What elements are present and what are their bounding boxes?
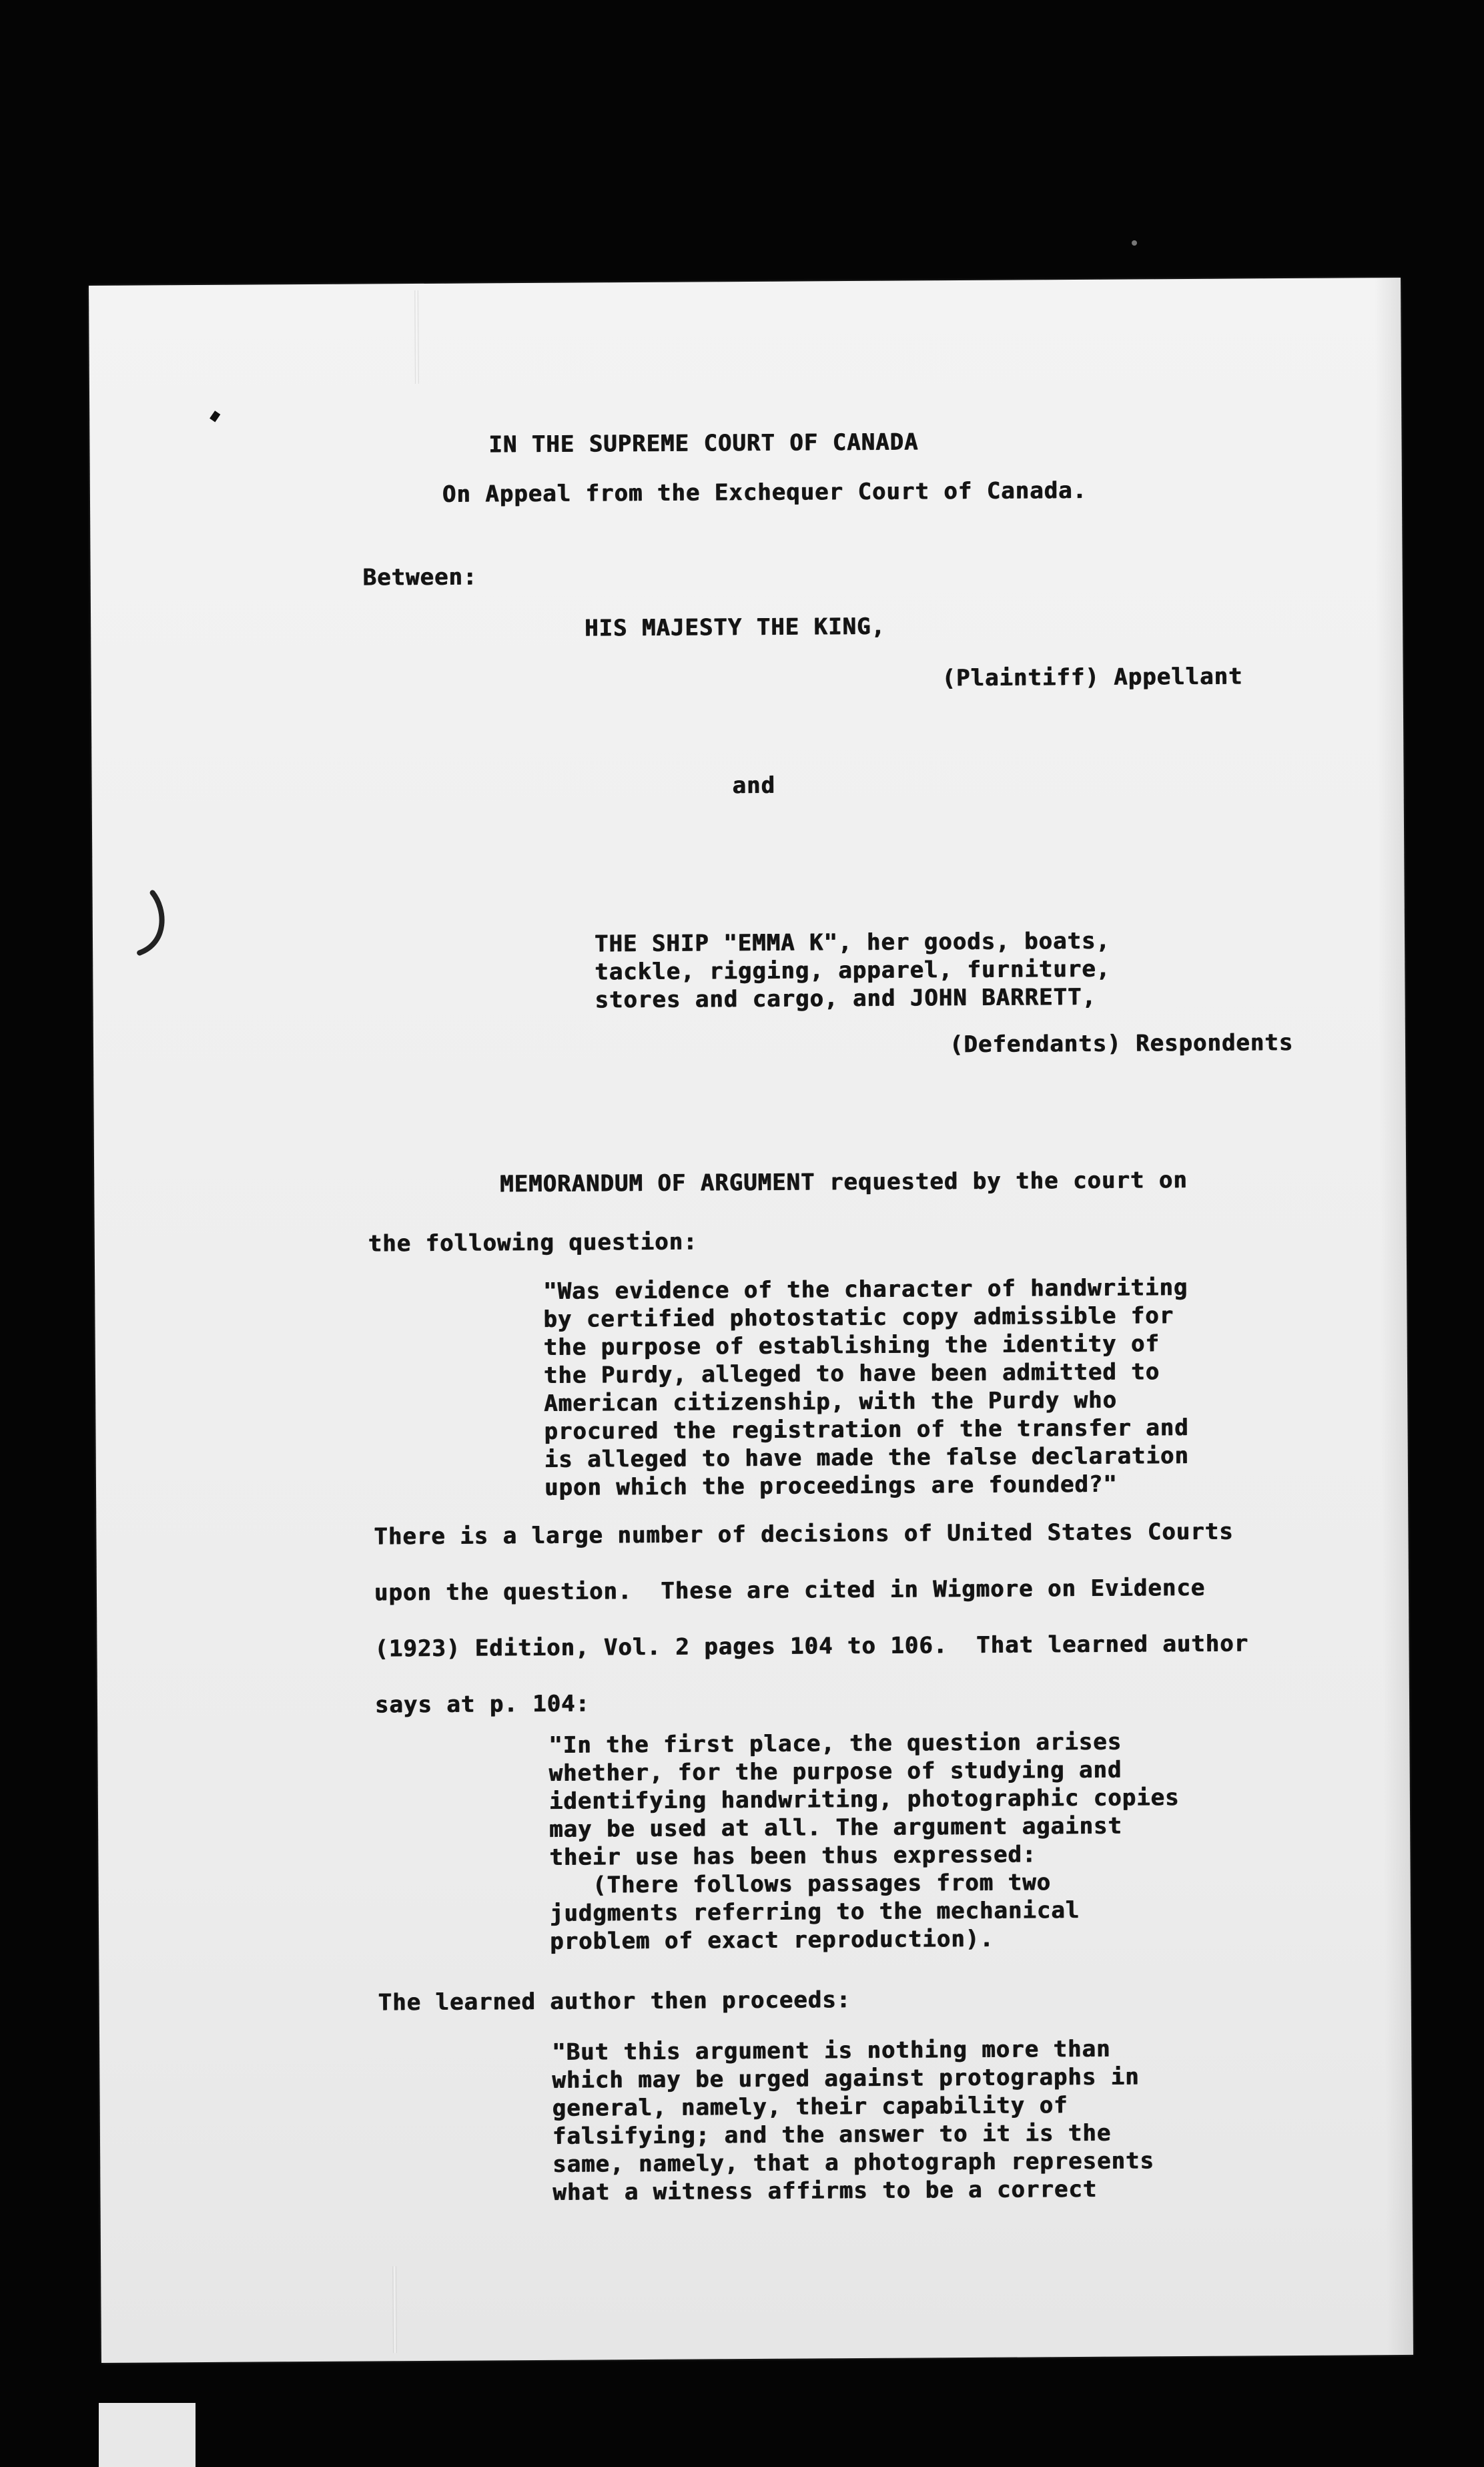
fold-mark-top [414, 290, 419, 384]
quote-line: "Was evidence of the character of handwriting [543, 1274, 1188, 1305]
memorandum-line-1: MEMORANDUM OF ARGUMENT requested by the court on [500, 1166, 1188, 1198]
paragraph-line: upon the question. These are cited in Wigmore on Evidence [374, 1574, 1206, 1607]
appellant-role: (Plaintiff) Appellant [942, 663, 1243, 692]
quote-line: upon which the proceedings are founded?" [544, 1470, 1118, 1501]
quote-line: problem of exact reproduction). [550, 1925, 994, 1955]
document-page [89, 278, 1413, 2363]
memorandum-line-2: the following question: [368, 1228, 698, 1258]
transition-line: The learned author then proceeds: [378, 1986, 851, 2016]
quote-line: "In the first place, the question arises [548, 1728, 1122, 1759]
quote-line: whether, for the purpose of studying and [548, 1756, 1122, 1787]
quote-line: the purpose of establishing the identity of [543, 1330, 1160, 1361]
respondent-line: stores and cargo, and JOHN BARRETT, [595, 983, 1097, 1014]
quote-line: judgments referring to the mechanical [549, 1896, 1080, 1927]
appellant-name: HIS MAJESTY THE KING, [585, 613, 886, 642]
quote-line: what a witness affirms to be a correct [552, 2175, 1098, 2206]
quote-line: may be used at all. The argument against [549, 1812, 1123, 1843]
quote-line: is alleged to have made the false declaration [544, 1442, 1190, 1473]
between-label: Between: [362, 563, 478, 591]
paragraph-line: says at p. 104: [374, 1690, 591, 1719]
wigmore-quote [548, 1727, 1180, 1956]
quote-line: their use has been thus expressed: [549, 1841, 1037, 1871]
respondent-block [595, 927, 1111, 1015]
question-quote [543, 1274, 1189, 1502]
paragraph-decisions [374, 1503, 1249, 1733]
quote-line: American citizenship, with the Purdy who [544, 1386, 1118, 1417]
protograph-quote [552, 2034, 1154, 2207]
paragraph-line: (1923) Edition, Vol. 2 pages 104 to 106. That learned author [374, 1630, 1249, 1663]
quote-line: identifying handwriting, photographic copies [548, 1784, 1180, 1815]
appeal-subheading: On Appeal from the Exchequer Court of Canada. [442, 477, 1088, 508]
quote-line: falsifying; and the answer to it is the [552, 2119, 1112, 2150]
hole-punch-mark [133, 889, 173, 969]
ink-mark [210, 410, 220, 422]
quote-line: the Purdy, alleged to have been admitted to [543, 1358, 1160, 1389]
quote-line: "But this argument is nothing more than [552, 2035, 1111, 2066]
court-heading: IN THE SUPREME COURT OF CANADA [488, 429, 919, 459]
quote-line: procured the registration of the transfer and [544, 1414, 1189, 1445]
quote-line: general, namely, their capability of [552, 2092, 1068, 2122]
fold-mark-bottom [392, 2266, 397, 2353]
quote-line: same, namely, that a photograph represents [552, 2147, 1155, 2178]
paragraph-line: There is a large number of decisions of United States Courts [374, 1518, 1234, 1551]
quote-line: which may be urged against protographs in [552, 2063, 1140, 2094]
quote-line: (There follows passages from two [549, 1869, 1052, 1899]
and-label: and [732, 772, 776, 800]
dust-speck [1132, 240, 1137, 246]
quote-line: by certified photostatic copy admissible for [543, 1302, 1174, 1333]
respondent-line: THE SHIP "EMMA K", her goods, boats, [594, 927, 1111, 958]
respondent-line: tackle, rigging, apparel, furniture, [595, 955, 1111, 986]
paper-tab [99, 2403, 196, 2467]
respondent-role: (Defendants) Respondents [949, 1029, 1294, 1059]
